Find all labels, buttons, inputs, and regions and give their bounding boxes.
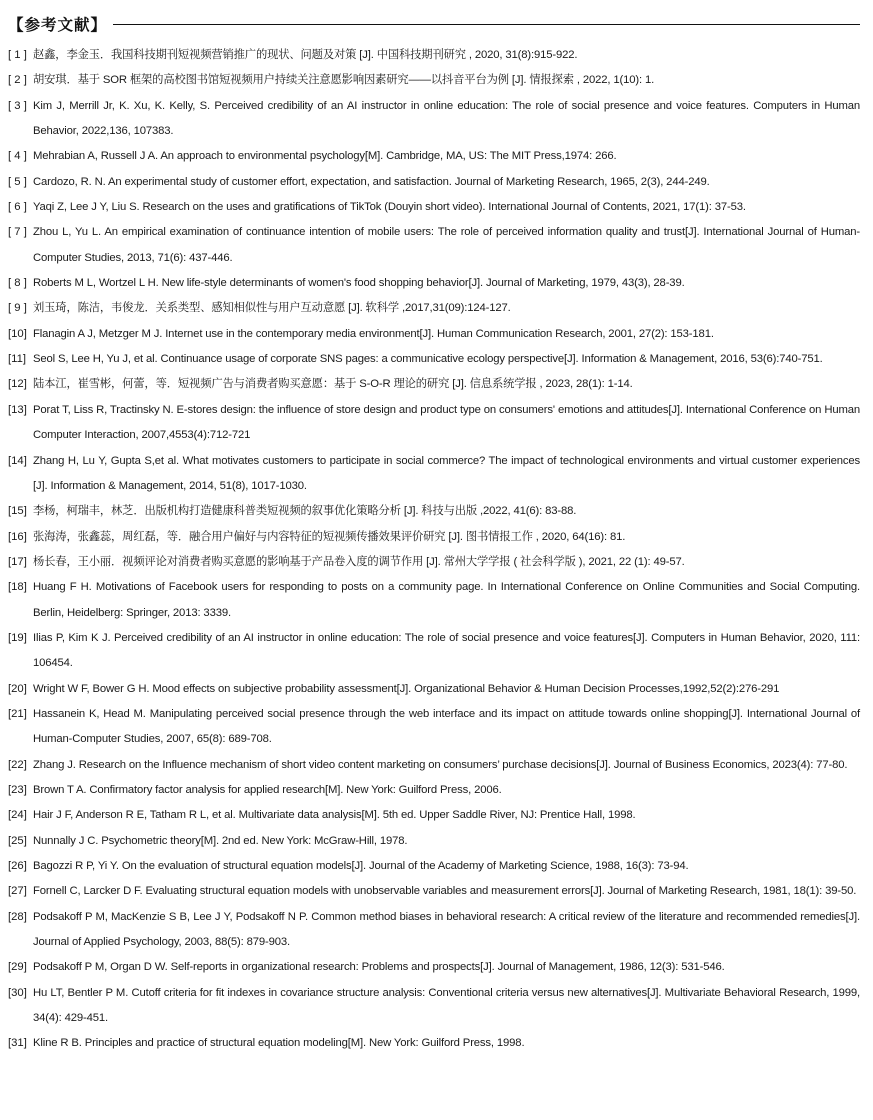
reference-text: Mehrabian A, Russell J A. An approach to environmental psychology[M]. Cambridge, MA, US: The MIT Press,1974: 266. — [33, 150, 617, 163]
reference-number: [28] — [8, 910, 27, 923]
reference-number: [17] — [8, 555, 27, 568]
reference-entry — [8, 753, 860, 778]
reference-text: Yaqi Z, Lee J Y, Liu S. Research on the uses and gratifications of TikTok (Douyin short video). International Journal of Contents, 2021, 17(1): 37-53. — [33, 201, 746, 214]
reference-text: Hair J F, Anderson R E, Tatham R L, et al. Multivariate data analysis[M]. 5th ed. Upper Saddle River, NJ: Prentice Hall, 1998. — [33, 809, 636, 822]
section-title: 【参考文献】 — [8, 16, 108, 34]
reference-text: Wright W F, Bower G H. Mood effects on subjective probability assessment[J]. Organizational Behavior & Human Decision Processes,1992,52(2):276-291 — [33, 682, 780, 695]
reference-entry — [8, 778, 860, 803]
reference-text: Ilias P, Kim K J. Perceived credibility of an AI instructor in online education: The role of social presence and voice features[J]. Computers in Human Behavior, 2020, 111: 106454. — [33, 631, 860, 670]
reference-number: [23] — [8, 783, 27, 796]
reference-number: [ 3 ] — [8, 99, 27, 112]
reference-number: [20] — [8, 682, 27, 695]
reference-text: 刘玉琦，陈洁，韦俊龙．关系类型、感知相似性与用户互动意愿 [J]. 软科学 ,2017,31(09):124-127. — [33, 302, 511, 315]
reference-text: Seol S, Lee H, Yu J, et al. Continuance usage of corporate SNS pages: a communicative ecology perspective[J]. Information & Management, 2016, 53(6):740-751. — [33, 353, 823, 366]
reference-number: [ 4 ] — [8, 150, 27, 163]
reference-entry — [8, 296, 860, 321]
reference-text: Kline R B. Principles and practice of structural equation modeling[M]. New York: Guilford Press, 1998. — [33, 1037, 525, 1050]
reference-text: 赵鑫，李金玉．我国科技期刊短视频营销推广的现状、问题及对策 [J]. 中国科技期刊研究 , 2020, 31(8):915-922. — [33, 49, 578, 61]
reference-text: Porat T, Liss R, Tractinsky N. E-stores design: the influence of store design and product type on consumers' emotions and attitudes[J]. International Conference on Human Computer Interaction, 2007,4553(4):712-721 — [33, 403, 860, 442]
reference-number: [15] — [8, 505, 27, 518]
reference-number: [21] — [8, 707, 27, 720]
reference-number: [ 9 ] — [8, 302, 27, 315]
reference-text: Zhou L, Yu L. An empirical examination of continuance intention of mobile users: The role of perceived information quality and trust[J]. International Journal of Human-Computer Studies, 2013, 71(6): 437-446. — [33, 226, 860, 264]
reference-number: [31] — [8, 1037, 27, 1050]
reference-text: Cardozo, R. N. An experimental study of customer effort, expectation, and satisfaction. Journal of Marketing Research, 1965, 2(3), 244-249. — [33, 175, 710, 188]
reference-text: Kim J, Merrill Jr, K. Xu, K. Kelly, S. Perceived credibility of an AI instructor in online education: The role of social presence and voice features. Computers in Human Behavior, 2022,136, 107383. — [33, 99, 860, 138]
reference-text: Brown T A. Confirmatory factor analysis for applied research[M]. New York: Guilford Press, 2006. — [33, 783, 502, 796]
reference-entry — [8, 43, 860, 68]
reference-number: [10] — [8, 327, 27, 340]
reference-entry — [8, 677, 860, 702]
reference-entry — [8, 854, 860, 879]
reference-entry — [8, 449, 860, 500]
reference-entry — [8, 702, 860, 753]
reference-entry — [8, 271, 860, 296]
reference-text: Huang F H. Motivations of Facebook users for responding to posts on a community page. In International Conference on Online Communities and Social Computing. Berlin, Heidelberg: Springer, 2013: 3339. — [33, 581, 860, 619]
reference-text: Flanagin A J, Metzger M J. Internet use in the contemporary media environment[J]. Human Communication Research, 2001, 27(2): 153-181. — [33, 327, 714, 340]
reference-number: [ 1 ] — [8, 49, 27, 61]
reference-entry — [8, 220, 860, 271]
reference-entry — [8, 144, 860, 169]
reference-list — [8, 43, 860, 1057]
reference-text: 张海涛，张鑫蕊，周红磊，等．融合用户偏好与内容特征的短视频传播效果评价研究 [J]. 图书情报工作 , 2020, 64(16): 81. — [33, 530, 626, 543]
reference-number: [29] — [8, 961, 27, 974]
reference-number: [26] — [8, 860, 27, 872]
reference-number: [ 5 ] — [8, 175, 27, 188]
reference-number: [ 8 ] — [8, 277, 27, 290]
reference-number: [18] — [8, 581, 27, 594]
reference-number: [22] — [8, 758, 27, 771]
reference-entry — [8, 1031, 860, 1056]
reference-number: [ 2 ] — [8, 74, 27, 87]
reference-text: Fornell C, Larcker D F. Evaluating structural equation models with unobservable variables and measurement errors[J]. Journal of Marketing Research, 1981, 18(1): 39-50. — [33, 885, 857, 898]
reference-entry — [8, 955, 860, 980]
reference-text: Zhang H, Lu Y, Gupta S,et al. What motivates customers to participate in social commerce? The impact of technological environments and virtual customer experiences [J]. Information & Management, 2014, 51(8), 1017-1030. — [33, 454, 860, 492]
reference-entry — [8, 347, 860, 372]
reference-number: [12] — [8, 378, 27, 391]
reference-entry — [8, 322, 860, 347]
reference-entry — [8, 195, 860, 220]
reference-text: Podsakoff P M, MacKenzie S B, Lee J Y, Podsakoff N P. Common method biases in behavioral research: A critical review of the literature and recommended remedies[J]. Journal of Applied Psychology, 2003, 88(5): 879-903. — [33, 910, 860, 949]
reference-entry — [8, 879, 860, 904]
reference-entry — [8, 170, 860, 195]
reference-entry — [8, 550, 860, 575]
reference-entry — [8, 905, 860, 956]
reference-text: Zhang J. Research on the Influence mechanism of short video content marketing on consumers’ purchase decisions[J]. Journal of Business Economics, 2023(4): 77-80. — [33, 758, 848, 771]
reference-number: [27] — [8, 885, 27, 898]
reference-text: 杨长春，王小丽．视频评论对消费者购买意愿的影响基于产品卷入度的调节作用 [J]. 常州大学学报 ( 社会科学版 ), 2021, 22 (1): 49-57. — [33, 555, 685, 568]
reference-number: [16] — [8, 530, 27, 543]
reference-number: [14] — [8, 454, 27, 467]
reference-text: Nunnally J C. Psychometric theory[M]. 2nd ed. New York: McGraw-Hill, 1978. — [33, 834, 408, 847]
reference-entry — [8, 525, 860, 550]
reference-number: [13] — [8, 403, 27, 416]
reference-text: 李杨，柯瑞丰，林芝．出版机构打造健康科普类短视频的叙事优化策略分析 [J]. 科技与出版 ,2022, 41(6): 83-88. — [33, 505, 577, 518]
reference-entry — [8, 398, 860, 449]
reference-entry — [8, 372, 860, 397]
reference-text: Hu LT, Bentler P M. Cutoff criteria for fit indexes in covariance structure analysis: Conventional criteria versus new alternatives[J]. Multivariate Behavioral Research, 1999, 34(4): 429-451. — [33, 986, 860, 1025]
reference-entry — [8, 981, 860, 1032]
reference-text: Bagozzi R P, Yi Y. On the evaluation of structural equation models[J]. Journal of the Academy of Marketing Science, 1988, 16(3): 73-94. — [33, 860, 689, 872]
reference-text: Roberts M L, Wortzel L H. New life-style determinants of women's food shopping behavior[J]. Journal of Marketing, 1979, 43(3), 28-39. — [33, 277, 685, 290]
reference-text: 陆本江，崔雪彬，何蕾，等．短视频广告与消费者购买意愿：基于 S-O-R 理论的研究 [J]. 信息系统学报 , 2023, 28(1): 1-14. — [33, 378, 633, 391]
section-header — [8, 10, 860, 38]
reference-number: [25] — [8, 834, 27, 847]
reference-entry — [8, 626, 860, 677]
reference-entry — [8, 829, 860, 854]
reference-number: [ 7 ] — [8, 226, 27, 239]
header-rule — [113, 24, 860, 25]
reference-text: 胡安琪．基于 SOR 框架的高校图书馆短视频用户持续关注意愿影响因素研究——以抖音平台为例 [J]. 情报探索 , 2022, 1(10): 1. — [33, 74, 655, 87]
reference-entry — [8, 803, 860, 828]
reference-entry — [8, 94, 860, 145]
reference-entry — [8, 575, 860, 626]
reference-text: Podsakoff P M, Organ D W. Self-reports in organizational research: Problems and prospects[J]. Journal of Management, 1986, 12(3): 531-546. — [33, 961, 725, 974]
reference-entry — [8, 499, 860, 524]
reference-text: Hassanein K, Head M. Manipulating perceived social presence through the web interface and its impact on attitude towards online shopping[J]. International Journal of Human-Computer Studies, 2007, 65(8): 689-708. — [33, 707, 860, 746]
reference-number: [ 6 ] — [8, 201, 27, 214]
reference-number: [24] — [8, 809, 27, 822]
reference-entry — [8, 68, 860, 93]
reference-number: [19] — [8, 631, 27, 644]
reference-number: [30] — [8, 986, 27, 999]
reference-number: [11] — [8, 353, 27, 366]
